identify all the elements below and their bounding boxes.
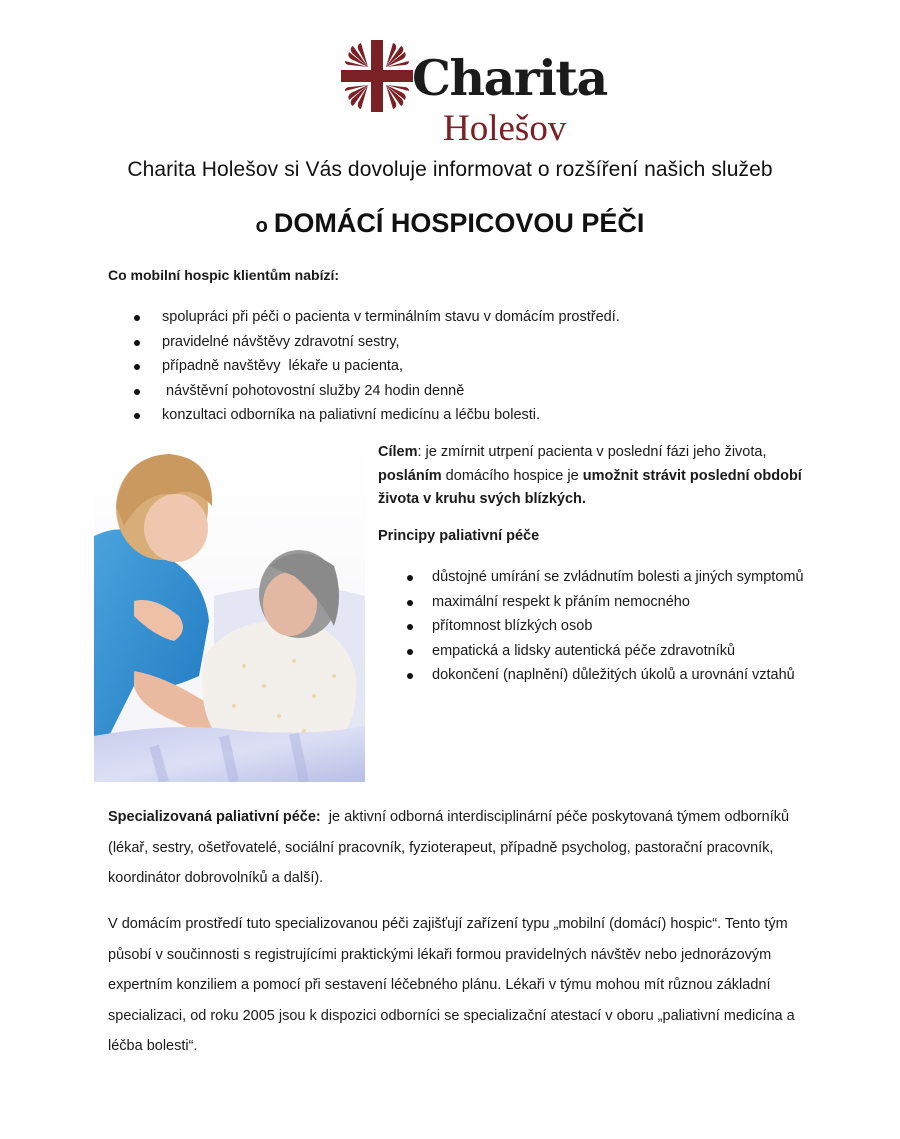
bullet-icon: [407, 575, 413, 581]
bullet-icon: [407, 600, 413, 606]
list-item: konzultaci odborníka na paliativní medicínu a léčbu bolesti.: [134, 403, 620, 428]
goal-paragraph: Cílem: je zmírnit utrpení pacienta v poslední fázi jeho života, posláním domácího hospice je umožnit strávit poslední období života v kruhu svých blízkých.: [378, 444, 802, 507]
bullet-icon: [407, 649, 413, 655]
offers-list: [134, 305, 620, 428]
photo-illustration: [94, 446, 365, 782]
offers-heading: Co mobilní hospic klientům nabízí:: [108, 267, 340, 283]
list-item: případně navštěvy lékaře u pacienta,: [134, 354, 620, 379]
bullet-icon: [134, 315, 140, 321]
principles-heading: Principy paliativní péče: [378, 528, 540, 544]
goal-label: Cílem: [378, 444, 418, 460]
bullet-icon: [134, 340, 140, 346]
page-title: [0, 208, 900, 239]
nurse-patient-photo: [94, 446, 365, 782]
mission-statement: umožnit strávit poslední období života v kruhu svých blízkých.: [378, 467, 802, 507]
logo-city: Holešov: [443, 108, 567, 149]
specialized-care-paragraph: Specializovaná paliativní péče: je aktivní odborná interdisciplinární péče poskytovaná týmem odborníků (lékař, sestry, ošetřovatelé, sociální pracovník, fyzioterapeut, případně psycholog, pastorační pracovník, koordinátor dobrovolníků a další).: [108, 809, 794, 886]
charita-logo: [340, 40, 607, 150]
title-prefix: o: [255, 215, 268, 237]
home-care-paragraph: V domácím prostředí tuto specializovanou péči zajišťují zařízení typu „mobilní (domácí) hospic“. Tento tým působí v součinnosti s registrujícími praktickými lékaři formou pravidelných návštěv nebo jednorázovým expertním konziliem a pomocí při sestavení léčebného plánu. Lékaři v týmu mohou mít různou základní specializaci, od roku 2005 jsou k dispozici odborníci se specializační atestací v oboru „paliativní medicína a léčba bolesti“.: [108, 916, 795, 1054]
bullet-icon: [407, 673, 413, 679]
list-item: empatická a lidsky autentická péče zdravotníků: [407, 639, 804, 664]
mission-label: posláním: [378, 467, 442, 484]
bullet-icon: [407, 624, 413, 630]
list-item: přítomnost blízkých osob: [407, 614, 804, 639]
bullet-icon: [134, 413, 140, 419]
title-text: DOMÁCÍ HOSPICOVOU PÉČI: [273, 208, 645, 238]
specialized-label: Specializovaná paliativní péče:: [108, 809, 321, 825]
list-item: spolupráci při péči o pacienta v terminálním stavu v domácím prostředí.: [134, 305, 620, 330]
list-item: pravidelné návštěvy zdravotní sestry,: [134, 330, 620, 355]
bullet-icon: [134, 389, 140, 395]
bullet-icon: [134, 364, 140, 370]
caritas-cross-icon: [341, 40, 413, 112]
list-item: důstojné umírání se zvládnutím bolesti a jiných symptomů: [407, 565, 804, 590]
list-item: dokončení (naplnění) důležitých úkolů a urovnání vztahů: [407, 663, 804, 688]
logo-name: Charita: [412, 49, 607, 107]
principles-list: [407, 565, 804, 688]
list-item: návštěvní pohotovostní služby 24 hodin denně: [134, 379, 620, 404]
list-item: maximální respekt k přáním nemocného: [407, 590, 804, 615]
intro-text: Charita Holešov si Vás dovoluje informovat o rozšíření našich služeb: [127, 158, 773, 181]
